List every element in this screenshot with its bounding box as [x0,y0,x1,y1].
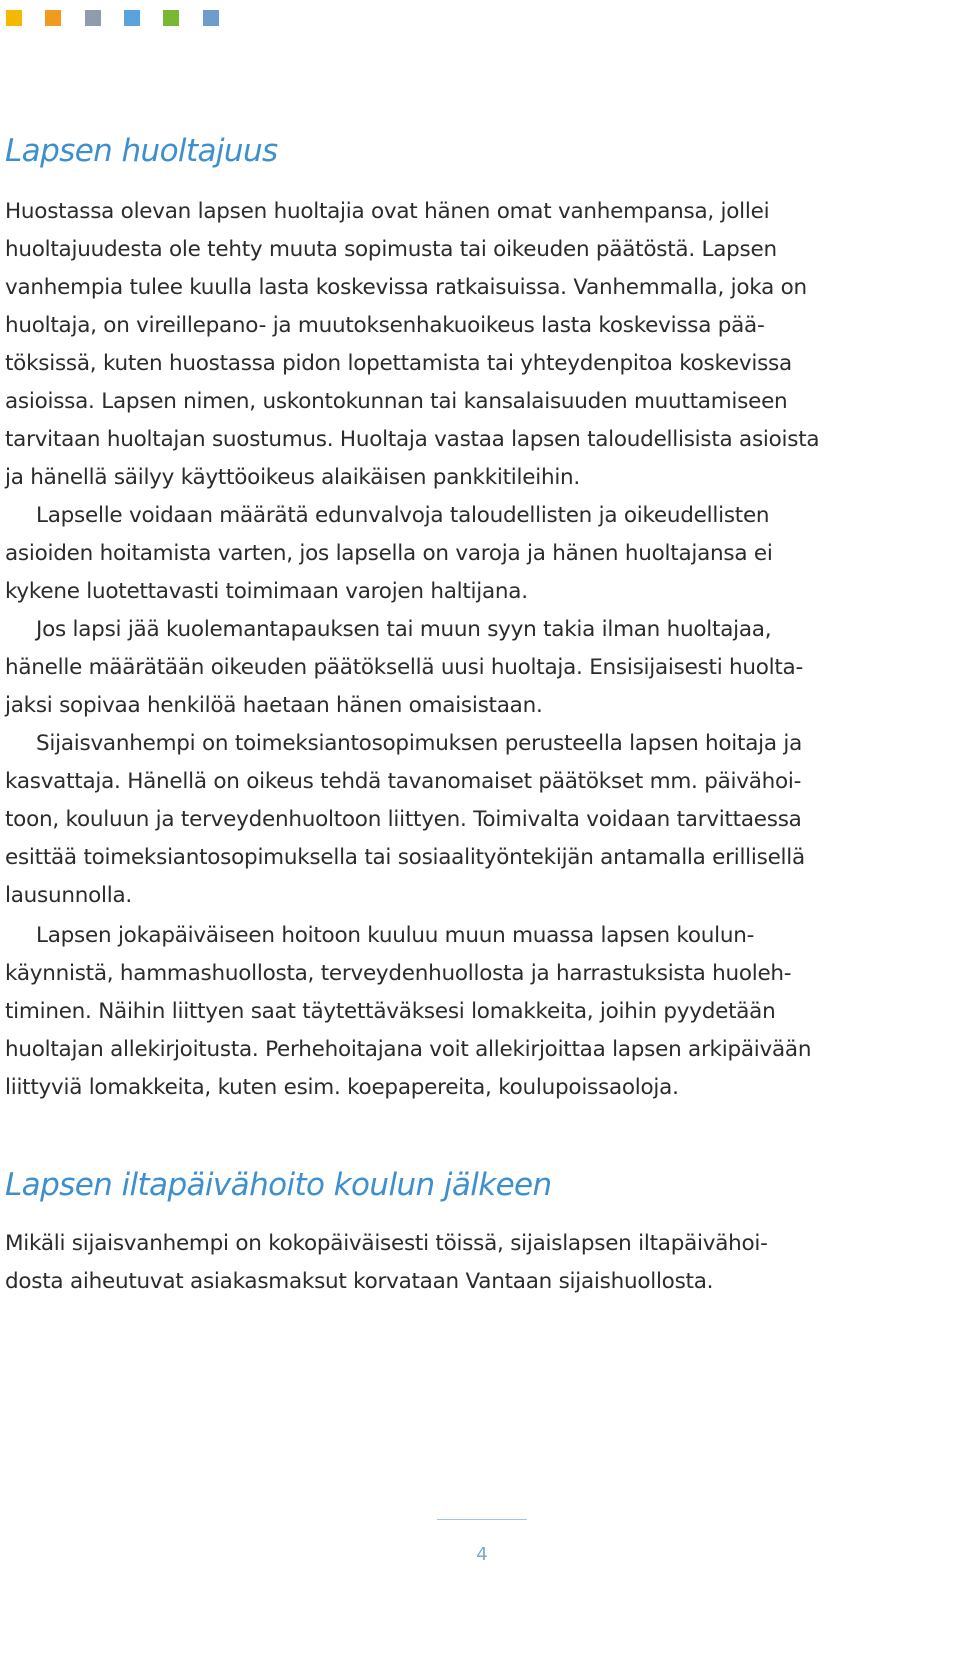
text-line: kykene luotettavasti toimimaan varojen haltijana. [5,579,528,604]
text-line: asioissa. Lapsen nimen, uskontokunnan tai kansalaisuuden muuttamiseen [5,389,788,414]
text-line: toon, kouluun ja terveydenhuoltoon liittyen. Toimivalta voidaan tarvittaessa [5,807,802,832]
decor-square-5 [163,10,179,26]
decor-square-1 [6,10,22,26]
page-number: 4 [476,1544,488,1565]
text-line: käynnistä, hammashuollosta, terveydenhuollosta ja harrastuksista huoleh- [5,961,792,986]
decor-square-2 [45,10,61,26]
text-line: Huostassa olevan lapsen huoltajia ovat hänen omat vanhempansa, jollei [5,199,770,224]
text-line: Jos lapsi jää kuolemantapauksen tai muun syyn takia ilman huoltajaa, [36,617,772,642]
text-line: ja hänellä säilyy käyttöoikeus alaikäisen pankkitileihin. [5,465,581,490]
text-line: vanhempia tulee kuulla lasta koskevissa ratkaisuissa. Vanhemmalla, joka on [5,275,807,300]
text-line: Lapselle voidaan määrätä edunvalvoja taloudellisten ja oikeudellisten [36,503,770,528]
text-line: esittää toimeksiantosopimuksella tai sosiaalityöntekijän antamalla erillisellä [5,845,805,870]
text-line: liittyviä lomakkeita, kuten esim. koepapereita, koulupoissaoloja. [5,1075,679,1100]
text-line: Sijaisvanhempi on toimeksiantosopimuksen perusteella lapsen hoitaja ja [36,731,803,756]
text-line: kasvattaja. Hänellä on oikeus tehdä tavanomaiset päätökset mm. päivähoi- [5,769,802,794]
text-line: hänelle määrätään oikeuden päätöksellä uusi huoltaja. Ensisijaisesti huolta- [5,655,803,680]
text-line: huoltaja, on vireillepano- ja muutoksenhakuoikeus lasta koskevissa pää- [5,313,765,338]
decor-square-3 [85,10,101,26]
text-line: huoltajuudesta ole tehty muuta sopimusta tai oikeuden päätöstä. Lapsen [5,237,777,262]
footer-rule [437,1519,527,1520]
paragraph-2 [5,497,950,611]
decor-square-6 [203,10,219,26]
text-line: timinen. Näihin liittyen saat täytettäväksesi lomakkeita, joihin pyydetään [5,999,776,1024]
paragraph-3 [5,611,950,725]
paragraph-4 [5,725,950,915]
paragraph-5 [5,917,950,1107]
text-line: huoltajan allekirjoitusta. Perhehoitajana voit allekirjoittaa lapsen arkipäivään [5,1037,812,1062]
paragraph-1 [5,193,950,497]
paragraph-6 [5,1225,950,1301]
text-line: asioiden hoitamista varten, jos lapsella on varoja ja hänen huoltajansa ei [5,541,773,566]
text-line: lausunnolla. [5,883,132,908]
decor-square-4 [124,10,140,26]
text-line: tarvitaan huoltajan suostumus. Huoltaja vastaa lapsen taloudellisista asioista [5,427,820,452]
text-line: dosta aiheutuvat asiakasmaksut korvataan Vantaan sijaishuollosta. [5,1269,714,1294]
text-line: töksissä, kuten huostassa pidon lopettamista tai yhteydenpitoa koskevissa [5,351,792,376]
section-title-huoltajuus: Lapsen huoltajuus [5,133,278,169]
text-line: jaksi sopivaa henkilöä haetaan hänen omaisistaan. [5,693,543,718]
text-line: Mikäli sijaisvanhempi on kokopäiväisesti töissä, sijaislapsen iltapäivähoi- [5,1231,768,1256]
text-line: Lapsen jokapäiväiseen hoitoon kuuluu muun muassa lapsen koulun- [36,923,755,948]
section-title-iltapaivahoito: Lapsen iltapäivähoito koulun jälkeen [5,1167,552,1203]
